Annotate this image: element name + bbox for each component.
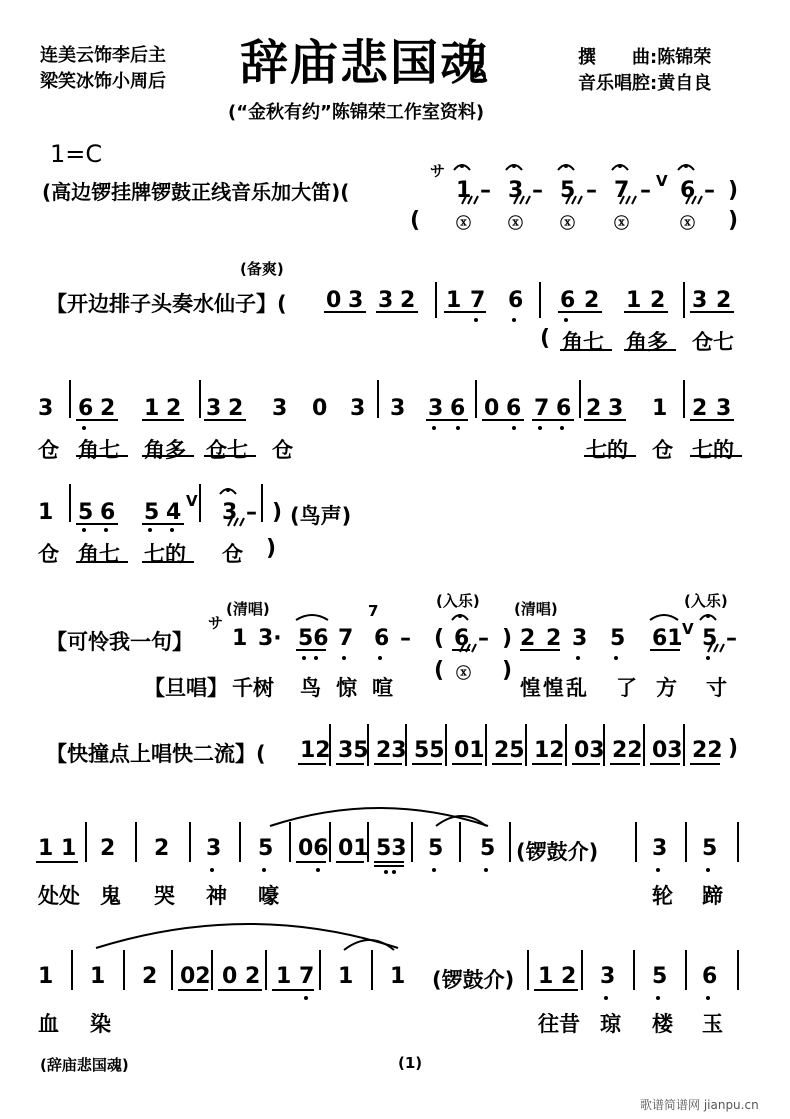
lyric: 喧 (372, 676, 393, 700)
lyric: 处处 (38, 884, 80, 908)
dash: – (400, 626, 411, 651)
slur (650, 615, 678, 620)
lyric: 哭 (154, 884, 175, 908)
cast-line-1: 连美云饰李后主 (40, 45, 166, 66)
section6-label: 【快撞点上唱快二流】( (46, 742, 266, 766)
note: 3 (222, 500, 238, 525)
note: 3 (272, 396, 288, 421)
tremolo (228, 518, 244, 526)
note: 3 (608, 396, 624, 421)
note-pair: 12 (300, 738, 331, 763)
note: 5 (610, 626, 626, 651)
note: 1 (144, 396, 160, 421)
note: 6 (560, 288, 576, 313)
note: 3 (206, 396, 222, 421)
section1-sa: サ (430, 162, 446, 180)
note: 3 (350, 396, 366, 421)
note-pair: 12 (534, 738, 565, 763)
lyric: 琼 (600, 1012, 621, 1036)
note: 3 (348, 288, 364, 313)
tremolo (708, 644, 724, 652)
note: 2 (228, 396, 244, 421)
percussion-syllable: 仓 (652, 438, 673, 462)
key-signature: 1=C (50, 140, 103, 168)
note: 1 (232, 626, 248, 651)
drum-symbol: ⓧ (680, 214, 696, 232)
note: 6 (78, 396, 94, 421)
section5-label: 【可怜我一句】 (46, 630, 193, 654)
percussion-syllable: 仓 (222, 542, 243, 566)
lyric: 惶惶乱 (520, 676, 589, 700)
lyric: 玉 (702, 1012, 723, 1036)
dash: – (726, 626, 737, 651)
tremolo (514, 196, 530, 204)
percussion-syllable: 七的 (144, 542, 186, 566)
note: 1 (390, 964, 406, 989)
note: 3 (428, 396, 444, 421)
note: 5 (702, 626, 718, 651)
annotation-beishuang: (备爽) (240, 260, 284, 278)
note: 01 (338, 836, 369, 861)
note: 6 (556, 396, 572, 421)
role-marker: 【旦唱】 (144, 676, 228, 700)
dash: – (478, 626, 489, 651)
note-pair: 55 (414, 738, 445, 763)
tremolo (566, 196, 582, 204)
note: 1 1 (38, 836, 77, 861)
slur (344, 940, 394, 950)
note: 02 (180, 964, 211, 989)
lyric: 血 (38, 1012, 59, 1036)
note: 1 (446, 288, 462, 313)
note: 3 (652, 836, 668, 861)
watermark: 歌谱简谱网 jianpu.cn (640, 1098, 759, 1112)
note: 06 (298, 836, 329, 861)
percussion-syllable: 仓 (272, 438, 293, 462)
note: 2 (154, 836, 170, 861)
lyric: 鸟 (300, 676, 321, 700)
note: 5 (480, 836, 496, 861)
grace-note: 7 (368, 602, 379, 620)
tremolo (462, 196, 478, 204)
lyric: 鬼 (100, 884, 121, 908)
note: 4 (166, 500, 182, 525)
note: 61 (652, 626, 683, 651)
note: 0 (326, 288, 342, 313)
footer-title: (辞庙悲国魂) (40, 1056, 129, 1074)
percussion-syllable: 角七 (562, 330, 604, 354)
note: 2 (650, 288, 666, 313)
note: 5 (652, 964, 668, 989)
note: 6 (702, 964, 718, 989)
note: 7 (534, 396, 550, 421)
note: 3 (206, 836, 222, 861)
note: 1 (38, 500, 54, 525)
drum-symbol: ⓧ (560, 214, 576, 232)
note: 3 (572, 626, 588, 651)
note: 2 (166, 396, 182, 421)
drum-symbol: ⓧ (508, 214, 524, 232)
close-paren: ) (266, 536, 277, 561)
percussion-syllable: 仓七 (692, 330, 734, 354)
section1-note: 1 (456, 178, 472, 203)
note: 1 2 (538, 964, 577, 989)
lyric: 方 (656, 676, 677, 700)
lyric: 嚎 (258, 884, 279, 908)
drum-symbol: ⓧ (614, 214, 630, 232)
note: 6 (374, 626, 390, 651)
annotation-qingchang: (清唱) (226, 600, 270, 618)
note: 1 (652, 396, 668, 421)
source-note: (“金秋有约”陈锦荣工作室资料) (228, 102, 485, 123)
note: 6 (450, 396, 466, 421)
note: 6 (454, 626, 470, 651)
note: 1 (338, 964, 354, 989)
percussion-syllable: 七的 (692, 438, 734, 462)
drum-symbol: ⓧ (456, 664, 472, 682)
luogu-interlude: (锣鼓介) (432, 968, 515, 992)
percussion-syllable: 仓七 (206, 438, 248, 462)
note: 6 (506, 396, 522, 421)
breath-mark: V (682, 620, 694, 638)
note: 7 (470, 288, 486, 313)
note: 5 (258, 836, 274, 861)
percussion-syllable: 七的 (586, 438, 628, 462)
note: 0 (484, 396, 500, 421)
note: 7 (338, 626, 354, 651)
tremolo (686, 196, 702, 204)
close-paren: ) (728, 178, 739, 203)
note: 53 (376, 836, 407, 861)
note: 2 (586, 396, 602, 421)
section1-note: 6 (680, 178, 696, 203)
lyric: 染 (90, 1012, 111, 1036)
section1-note: 7 (614, 178, 630, 203)
section2-label: 【开边排子头奏水仙子】( (46, 292, 287, 316)
note: 5 (428, 836, 444, 861)
note: 1 (90, 964, 106, 989)
slur (296, 615, 328, 620)
page-title: 辞庙悲国魂 (240, 35, 491, 91)
drum-symbol: ⓧ (456, 214, 472, 232)
section1-note: 5 (560, 178, 576, 203)
lyric: 往昔 (538, 1012, 580, 1036)
percussion-syllable: 仓 (38, 542, 59, 566)
section1-note: 3 (508, 178, 524, 203)
lyric: 楼 (652, 1012, 673, 1036)
note-pair: 22 (612, 738, 643, 763)
note-pair: 35 (338, 738, 369, 763)
open-paren: ( (540, 326, 551, 351)
composer-credit: 撰 曲:陈锦荣 (578, 47, 712, 68)
percussion-syllable: 角七 (78, 542, 120, 566)
lyric: 蹄 (702, 884, 723, 908)
lyric: 寸 (706, 676, 727, 700)
annotation-ruyue: (入乐) (684, 592, 728, 610)
lyric: 轮 (652, 884, 673, 908)
luogu-interlude: (锣鼓介) (516, 840, 599, 864)
lyric: 神 (206, 884, 227, 908)
note: 2 (100, 396, 116, 421)
arranger-credit: 音乐唱腔:黄自良 (578, 73, 712, 94)
dash: – (480, 178, 491, 203)
dash: – (704, 178, 715, 203)
close-paren: ) (728, 208, 739, 233)
note: 5 (78, 500, 94, 525)
breath-mark: V (656, 172, 668, 190)
free-tempo-mark: サ (208, 614, 224, 632)
percussion-syllable: 角多 (626, 330, 668, 354)
dash: – (640, 178, 651, 203)
note: 5 (702, 836, 718, 861)
percussion-syllable: 角七 (78, 438, 120, 462)
percussion-syllable: 仓 (38, 438, 59, 462)
close-paren: ) (502, 658, 513, 683)
note: 1 (626, 288, 642, 313)
cast-line-2: 梁笑冰饰小周后 (40, 71, 166, 92)
note: 2 (520, 626, 536, 651)
note: 3 (600, 964, 616, 989)
note-pair: 22 (692, 738, 723, 763)
note: 1 7 (276, 964, 315, 989)
open-paren: ( (434, 626, 445, 651)
lyric: 惊 (336, 676, 357, 700)
section1-label: (高边锣挂牌锣鼓正线音乐加大笛)( (42, 180, 350, 204)
page-number: (1) (398, 1054, 423, 1072)
note: 6 (508, 288, 524, 313)
open-paren: ( (434, 658, 445, 683)
note: 3 (390, 396, 406, 421)
note: 3 (378, 288, 394, 313)
annotation-qingchang: (清唱) (514, 600, 558, 618)
close-paren: ) (272, 500, 283, 525)
annotation-ruyue: (入乐) (436, 592, 480, 610)
note: 5 (144, 500, 160, 525)
dash: – (586, 178, 597, 203)
dash: – (532, 178, 543, 203)
note: 2 (100, 836, 116, 861)
breath-mark: V (186, 492, 198, 510)
note: 2 (584, 288, 600, 313)
note: 2 (400, 288, 416, 313)
note-pair: 25 (494, 738, 525, 763)
note: 6 (100, 500, 116, 525)
bird-sound-note: (鸟声) (290, 504, 352, 528)
note-pair: 03 (652, 738, 683, 763)
tremolo (620, 196, 636, 204)
note: 1 (38, 964, 54, 989)
note: 2 (692, 396, 708, 421)
close-paren: ) (502, 626, 513, 651)
note: 3 (716, 396, 732, 421)
note: 0 2 (222, 964, 261, 989)
note: 0 (312, 396, 328, 421)
note: 2 (142, 964, 158, 989)
dash: – (246, 500, 257, 525)
note-pair: 23 (376, 738, 407, 763)
open-paren: ( (410, 208, 421, 233)
note: 3 (692, 288, 708, 313)
note: 3 (38, 396, 54, 421)
close-paren: ) (728, 736, 739, 761)
note: 2 (546, 626, 562, 651)
lyric: 了 (616, 676, 637, 700)
note: 56 (298, 626, 329, 651)
note: 3· (258, 626, 282, 651)
percussion-syllable: 角多 (144, 438, 186, 462)
lyric: 千树 (232, 676, 274, 700)
note-pair: 03 (574, 738, 605, 763)
note: 2 (716, 288, 732, 313)
note-pair: 01 (454, 738, 485, 763)
